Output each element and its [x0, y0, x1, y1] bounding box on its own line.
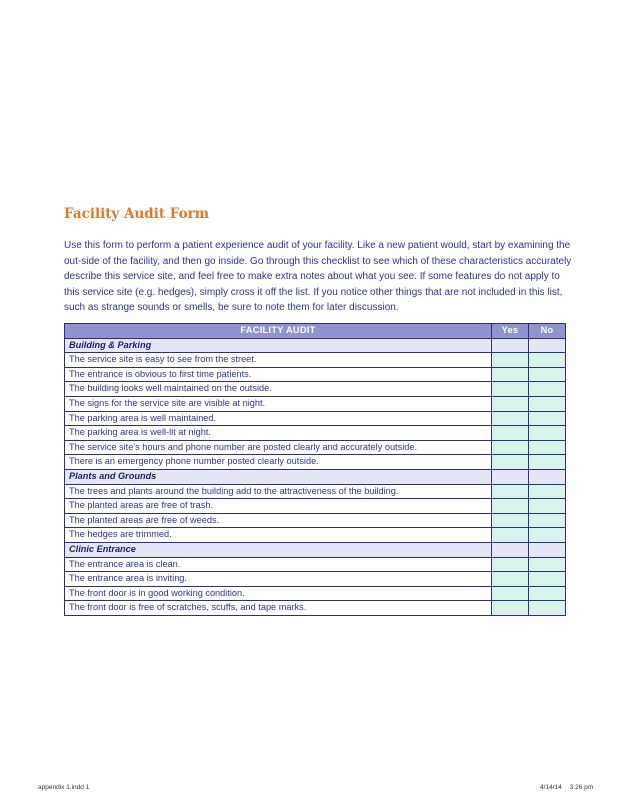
intro-paragraph: Use this form to perform a patient experience audit of your facility. Like a new patient would, start by examining the out-side of the facility, and then go inside. Go through this checklist to see which of these characteristics accurately describe this service site, and feel free to make extra notes about what you see. If some features do not apply to this service site (e.g. hedges), simply cross it off the list. If you notice other things that are not included in this list, such as strange sounds or smells, be sure to note them for later discussion.	[64, 240, 572, 314]
footer-time: 3:26 pm	[569, 784, 594, 791]
yes-checkbox[interactable]	[492, 367, 529, 382]
item-label: The hedges are trimmed.	[65, 528, 492, 543]
yes-checkbox[interactable]	[492, 484, 529, 499]
footer-timestamp	[532, 784, 593, 791]
section-row	[65, 469, 566, 484]
item-label: The planted areas are free of weeds.	[65, 513, 492, 528]
table-row	[65, 557, 566, 572]
item-label: The entrance is obvious to first time patients.	[65, 367, 492, 382]
table-row	[65, 382, 566, 397]
table-row	[65, 484, 566, 499]
item-label: There is an emergency phone number posted clearly outside.	[65, 455, 492, 470]
table-header-row	[65, 324, 566, 339]
item-label: The front door is in good working condition.	[65, 586, 492, 601]
no-checkbox[interactable]	[529, 440, 566, 455]
header-facility-audit: FACILITY AUDIT	[65, 324, 492, 339]
form-title: Facility Audit Form	[64, 206, 210, 222]
no-checkbox[interactable]	[529, 601, 566, 616]
item-label: The service site is easy to see from the street.	[65, 353, 492, 368]
yes-checkbox[interactable]	[492, 572, 529, 587]
section-yes-cell	[492, 338, 529, 353]
footer-date: 4/14/14	[540, 784, 562, 791]
section-label: Clinic Entrance	[65, 542, 492, 557]
table-row	[65, 426, 566, 441]
item-label: The entrance area is clean.	[65, 557, 492, 572]
section-no-cell	[529, 469, 566, 484]
no-checkbox[interactable]	[529, 382, 566, 397]
header-yes: Yes	[492, 324, 529, 339]
table-row	[65, 440, 566, 455]
yes-checkbox[interactable]	[492, 411, 529, 426]
table-row	[65, 528, 566, 543]
section-label: Building & Parking	[65, 338, 492, 353]
item-label: The service site's hours and phone number are posted clearly and accurately outside.	[65, 440, 492, 455]
section-yes-cell	[492, 542, 529, 557]
item-label: The trees and plants around the building add to the attractiveness of the building.	[65, 484, 492, 499]
table-row	[65, 513, 566, 528]
no-checkbox[interactable]	[529, 572, 566, 587]
no-checkbox[interactable]	[529, 513, 566, 528]
yes-checkbox[interactable]	[492, 426, 529, 441]
yes-checkbox[interactable]	[492, 586, 529, 601]
item-label: The parking area is well-lit at night.	[65, 426, 492, 441]
no-checkbox[interactable]	[529, 396, 566, 411]
table-row	[65, 353, 566, 368]
no-checkbox[interactable]	[529, 484, 566, 499]
table-row	[65, 601, 566, 616]
table-row	[65, 455, 566, 470]
footer-file-name: appendix 1.indd 1	[38, 784, 90, 791]
no-checkbox[interactable]	[529, 586, 566, 601]
table-row	[65, 367, 566, 382]
yes-checkbox[interactable]	[492, 601, 529, 616]
section-row	[65, 338, 566, 353]
yes-checkbox[interactable]	[492, 353, 529, 368]
yes-checkbox[interactable]	[492, 440, 529, 455]
table-row	[65, 411, 566, 426]
no-checkbox[interactable]	[529, 528, 566, 543]
no-checkbox[interactable]	[529, 499, 566, 514]
section-row	[65, 542, 566, 557]
table-row	[65, 572, 566, 587]
table-body	[65, 338, 566, 615]
no-checkbox[interactable]	[529, 426, 566, 441]
section-yes-cell	[492, 469, 529, 484]
table-row	[65, 586, 566, 601]
no-checkbox[interactable]	[529, 411, 566, 426]
section-no-cell	[529, 338, 566, 353]
yes-checkbox[interactable]	[492, 396, 529, 411]
table-row	[65, 396, 566, 411]
no-checkbox[interactable]	[529, 455, 566, 470]
yes-checkbox[interactable]	[492, 513, 529, 528]
item-label: The planted areas are free of trash.	[65, 499, 492, 514]
item-label: The front door is free of scratches, scuffs, and tape marks.	[65, 601, 492, 616]
yes-checkbox[interactable]	[492, 382, 529, 397]
item-label: The signs for the service site are visible at night.	[65, 396, 492, 411]
item-label: The entrance area is inviting.	[65, 572, 492, 587]
yes-checkbox[interactable]	[492, 528, 529, 543]
table-row	[65, 499, 566, 514]
no-checkbox[interactable]	[529, 353, 566, 368]
section-label: Plants and Grounds	[65, 469, 492, 484]
item-label: The building looks well maintained on the outside.	[65, 382, 492, 397]
facility-audit-table	[64, 323, 566, 616]
yes-checkbox[interactable]	[492, 499, 529, 514]
no-checkbox[interactable]	[529, 557, 566, 572]
item-label: The parking area is well maintained.	[65, 411, 492, 426]
header-no: No	[529, 324, 566, 339]
section-no-cell	[529, 542, 566, 557]
no-checkbox[interactable]	[529, 367, 566, 382]
yes-checkbox[interactable]	[492, 455, 529, 470]
yes-checkbox[interactable]	[492, 557, 529, 572]
